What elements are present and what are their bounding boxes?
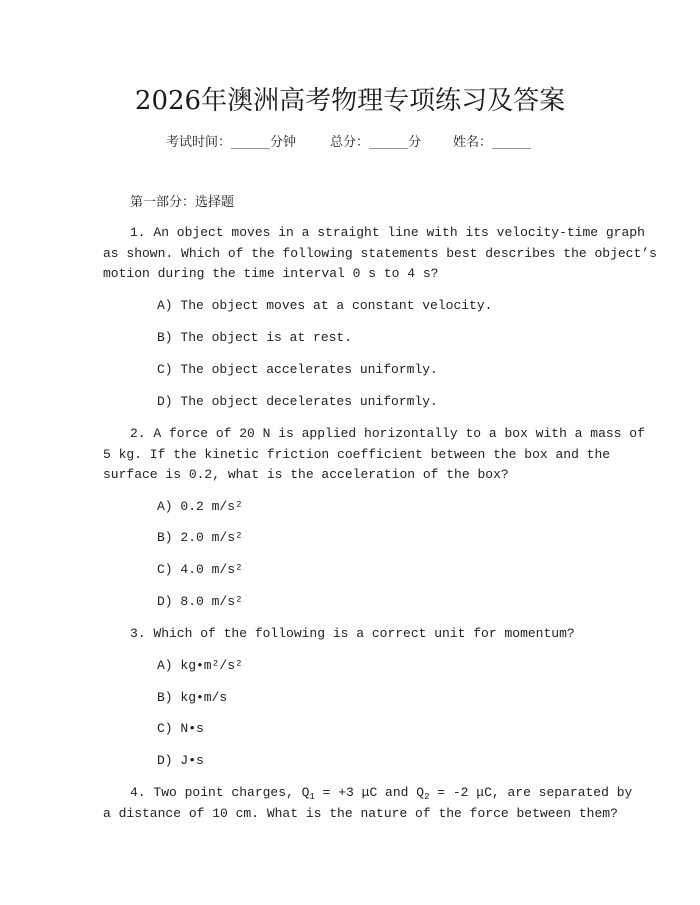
option-d: D) J•s — [157, 753, 204, 768]
question-text-line: a distance of 10 cm. What is the nature of the force between them? — [103, 806, 618, 821]
option-d: D) 8.0 m/s² — [157, 594, 243, 609]
question-text-line: 1. An object moves in a straight line with its velocity-time graph — [130, 225, 645, 240]
option-b: B) kg•m/s — [157, 690, 228, 705]
total-score-field: 总分：______分 — [330, 135, 422, 150]
question-text-line: 3. Which of the following is a correct unit for momentum? — [130, 626, 575, 641]
subscript: 2 — [424, 792, 430, 802]
question-text-line: motion during the time interval 0 s to 4 s? — [103, 266, 439, 281]
option-b: B) The object is at rest. — [157, 330, 353, 345]
option-a: A) 0.2 m/s² — [157, 499, 243, 514]
option-c: C) N•s — [157, 721, 204, 736]
option-a: A) The object moves at a constant velocity. — [157, 298, 493, 313]
section-title: 第一部分：选择题 — [130, 195, 235, 210]
page-title: 2026年澳洲高考物理专项练习及答案 — [134, 86, 566, 116]
option-d: D) The object decelerates uniformly. — [157, 394, 438, 409]
question-text-line: surface is 0.2, what is the acceleration of the box? — [103, 467, 509, 482]
exam-time-field: 考试时间：______分钟 — [166, 135, 297, 150]
option-c: C) 4.0 m/s² — [157, 562, 243, 577]
option-a: A) kg•m²/s² — [157, 658, 243, 673]
question-text-line: 5 kg. If the kinetic friction coefficient between the box and the — [103, 447, 611, 462]
option-b: B) 2.0 m/s² — [157, 530, 243, 545]
student-name-field: 姓名：______ — [453, 135, 532, 150]
question-text-line: 2. A force of 20 N is applied horizontally to a box with a mass of — [130, 426, 645, 441]
question-text-part: 4. Two point charges, Q — [130, 785, 310, 800]
question-text-part: = +3 μC and Q — [314, 785, 425, 800]
subscript: 1 — [309, 792, 315, 802]
option-c: C) The object accelerates uniformly. — [157, 362, 438, 377]
question-text-line — [130, 785, 632, 800]
question-text-part: = -2 μC, are separated by — [429, 785, 633, 800]
question-text-line: as shown. Which of the following statements best describes the object’s — [103, 246, 657, 261]
